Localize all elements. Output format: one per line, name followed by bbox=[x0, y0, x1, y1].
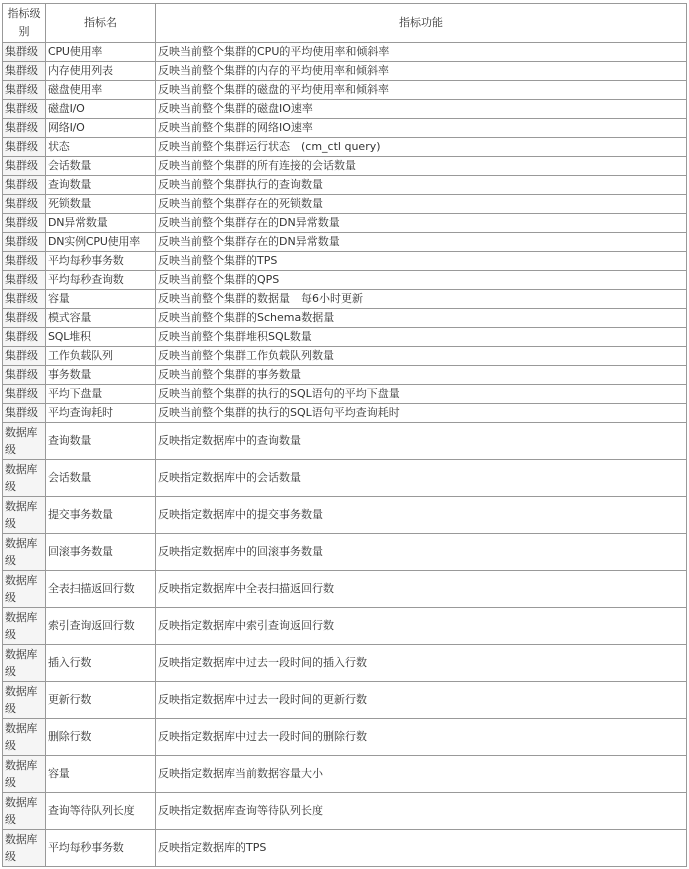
cell-metric-function: 反映当前整个集群的所有连接的会话数量 bbox=[156, 157, 687, 176]
cell-level: 数据库级 bbox=[3, 682, 46, 719]
cell-metric-name: 平均下盘量 bbox=[46, 385, 156, 404]
cell-metric-name: 会话数量 bbox=[46, 157, 156, 176]
cell-metric-name: 插入行数 bbox=[46, 645, 156, 682]
cell-metric-name: 删除行数 bbox=[46, 719, 156, 756]
table-row bbox=[3, 43, 687, 62]
cell-metric-function: 反映当前整个集群的数据量 每6小时更新 bbox=[156, 290, 687, 309]
header-name: 指标名 bbox=[46, 4, 156, 43]
cell-metric-function: 反映当前整个集群的QPS bbox=[156, 271, 687, 290]
cell-level: 数据库级 bbox=[3, 423, 46, 460]
table-row bbox=[3, 271, 687, 290]
cell-metric-name: DN异常数量 bbox=[46, 214, 156, 233]
cell-metric-name: 状态 bbox=[46, 138, 156, 157]
cell-metric-name: 容量 bbox=[46, 756, 156, 793]
cell-metric-function: 反映指定数据库中索引查询返回行数 bbox=[156, 608, 687, 645]
cell-level: 数据库级 bbox=[3, 645, 46, 682]
table-row bbox=[3, 534, 687, 571]
cell-level: 数据库级 bbox=[3, 460, 46, 497]
cell-metric-function: 反映当前整个集群的磁盘的平均使用率和倾斜率 bbox=[156, 81, 687, 100]
table-row bbox=[3, 497, 687, 534]
table-row bbox=[3, 138, 687, 157]
cell-level: 集群级 bbox=[3, 309, 46, 328]
cell-metric-name: 平均每秒事务数 bbox=[46, 830, 156, 867]
cell-level: 数据库级 bbox=[3, 608, 46, 645]
table-row bbox=[3, 176, 687, 195]
cell-level: 集群级 bbox=[3, 62, 46, 81]
cell-level: 集群级 bbox=[3, 138, 46, 157]
table-row bbox=[3, 423, 687, 460]
cell-level: 集群级 bbox=[3, 252, 46, 271]
table-row bbox=[3, 157, 687, 176]
table-row bbox=[3, 252, 687, 271]
cell-metric-function: 反映指定数据库中过去一段时间的删除行数 bbox=[156, 719, 687, 756]
cell-metric-name: 更新行数 bbox=[46, 682, 156, 719]
cell-level: 数据库级 bbox=[3, 756, 46, 793]
cell-metric-function: 反映当前整个集群运行状态 (cm_ctl query) bbox=[156, 138, 687, 157]
table-row bbox=[3, 645, 687, 682]
cell-metric-function: 反映当前整个集群存在的DN异常数量 bbox=[156, 214, 687, 233]
cell-metric-function: 反映当前整个集群的事务数量 bbox=[156, 366, 687, 385]
cell-metric-name: 死锁数量 bbox=[46, 195, 156, 214]
table-row bbox=[3, 830, 687, 867]
table-header bbox=[3, 4, 687, 43]
cell-metric-function: 反映当前整个集群的网络IO速率 bbox=[156, 119, 687, 138]
cell-metric-function: 反映当前整个集群的内存的平均使用率和倾斜率 bbox=[156, 62, 687, 81]
cell-level: 数据库级 bbox=[3, 534, 46, 571]
table-row bbox=[3, 571, 687, 608]
table-row bbox=[3, 233, 687, 252]
cell-metric-function: 反映指定数据库中的提交事务数量 bbox=[156, 497, 687, 534]
table-row bbox=[3, 756, 687, 793]
cell-level: 集群级 bbox=[3, 271, 46, 290]
cell-metric-function: 反映指定数据库当前数据容量大小 bbox=[156, 756, 687, 793]
cell-metric-name: 平均查询耗时 bbox=[46, 404, 156, 423]
cell-metric-name: SQL堆积 bbox=[46, 328, 156, 347]
table-row bbox=[3, 119, 687, 138]
cell-level: 数据库级 bbox=[3, 793, 46, 830]
cell-metric-name: 提交事务数量 bbox=[46, 497, 156, 534]
cell-metric-function: 反映当前整个集群的Schema数据量 bbox=[156, 309, 687, 328]
cell-level: 集群级 bbox=[3, 119, 46, 138]
table-row bbox=[3, 460, 687, 497]
table-row bbox=[3, 309, 687, 328]
table-row bbox=[3, 719, 687, 756]
table-row bbox=[3, 100, 687, 119]
cell-metric-function: 反映当前整个集群执行的查询数量 bbox=[156, 176, 687, 195]
header-level: 指标级别 bbox=[3, 4, 46, 43]
cell-metric-function: 反映指定数据库中全表扫描返回行数 bbox=[156, 571, 687, 608]
table-row bbox=[3, 347, 687, 366]
cell-metric-name: DN实例CPU使用率 bbox=[46, 233, 156, 252]
cell-metric-name: 平均每秒事务数 bbox=[46, 252, 156, 271]
cell-level: 集群级 bbox=[3, 195, 46, 214]
cell-metric-name: 查询数量 bbox=[46, 423, 156, 460]
cell-level: 数据库级 bbox=[3, 719, 46, 756]
table-row bbox=[3, 385, 687, 404]
cell-metric-name: 内存使用列表 bbox=[46, 62, 156, 81]
table-row bbox=[3, 682, 687, 719]
cell-metric-name: 会话数量 bbox=[46, 460, 156, 497]
cell-level: 集群级 bbox=[3, 385, 46, 404]
cell-level: 集群级 bbox=[3, 100, 46, 119]
cell-metric-function: 反映指定数据库的TPS bbox=[156, 830, 687, 867]
cell-level: 数据库级 bbox=[3, 571, 46, 608]
cell-level: 集群级 bbox=[3, 176, 46, 195]
metrics-table bbox=[2, 3, 687, 867]
cell-metric-function: 反映当前整个集群的执行的SQL语句平均查询耗时 bbox=[156, 404, 687, 423]
cell-metric-function: 反映当前整个集群的执行的SQL语句的平均下盘量 bbox=[156, 385, 687, 404]
table-row bbox=[3, 62, 687, 81]
cell-metric-name: 事务数量 bbox=[46, 366, 156, 385]
cell-metric-name: 工作负载队列 bbox=[46, 347, 156, 366]
cell-metric-name: 容量 bbox=[46, 290, 156, 309]
cell-metric-name: 查询等待队列长度 bbox=[46, 793, 156, 830]
header-function: 指标功能 bbox=[156, 4, 687, 43]
cell-metric-function: 反映当前整个集群工作负载队列数量 bbox=[156, 347, 687, 366]
cell-metric-function: 反映指定数据库中的查询数量 bbox=[156, 423, 687, 460]
cell-metric-name: 磁盘I/O bbox=[46, 100, 156, 119]
cell-metric-function: 反映当前整个集群的磁盘IO速率 bbox=[156, 100, 687, 119]
cell-level: 集群级 bbox=[3, 366, 46, 385]
cell-metric-function: 反映指定数据库查询等待队列长度 bbox=[156, 793, 687, 830]
cell-level: 数据库级 bbox=[3, 830, 46, 867]
table-row bbox=[3, 366, 687, 385]
cell-metric-function: 反映当前整个集群存在的DN异常数量 bbox=[156, 233, 687, 252]
cell-level: 集群级 bbox=[3, 43, 46, 62]
cell-level: 集群级 bbox=[3, 81, 46, 100]
cell-metric-name: 磁盘使用率 bbox=[46, 81, 156, 100]
table-row bbox=[3, 195, 687, 214]
table-row bbox=[3, 328, 687, 347]
cell-level: 集群级 bbox=[3, 290, 46, 309]
cell-metric-name: 网络I/O bbox=[46, 119, 156, 138]
cell-metric-name: 全表扫描返回行数 bbox=[46, 571, 156, 608]
table-row bbox=[3, 290, 687, 309]
cell-metric-function: 反映指定数据库中的会话数量 bbox=[156, 460, 687, 497]
cell-level: 数据库级 bbox=[3, 497, 46, 534]
cell-metric-name: 回滚事务数量 bbox=[46, 534, 156, 571]
cell-metric-function: 反映指定数据库中过去一段时间的插入行数 bbox=[156, 645, 687, 682]
cell-level: 集群级 bbox=[3, 233, 46, 252]
cell-metric-name: 平均每秒查询数 bbox=[46, 271, 156, 290]
cell-metric-name: CPU使用率 bbox=[46, 43, 156, 62]
cell-level: 集群级 bbox=[3, 404, 46, 423]
cell-metric-name: 索引查询返回行数 bbox=[46, 608, 156, 645]
header-row bbox=[3, 4, 687, 43]
table-row bbox=[3, 608, 687, 645]
cell-metric-name: 查询数量 bbox=[46, 176, 156, 195]
cell-level: 集群级 bbox=[3, 347, 46, 366]
cell-metric-function: 反映指定数据库中过去一段时间的更新行数 bbox=[156, 682, 687, 719]
cell-metric-name: 模式容量 bbox=[46, 309, 156, 328]
table-row bbox=[3, 404, 687, 423]
cell-metric-function: 反映当前整个集群存在的死锁数量 bbox=[156, 195, 687, 214]
cell-metric-function: 反映当前整个集群的CPU的平均使用率和倾斜率 bbox=[156, 43, 687, 62]
cell-level: 集群级 bbox=[3, 328, 46, 347]
cell-metric-function: 反映当前整个集群的TPS bbox=[156, 252, 687, 271]
table-row bbox=[3, 81, 687, 100]
table-row bbox=[3, 793, 687, 830]
cell-level: 集群级 bbox=[3, 157, 46, 176]
table-row bbox=[3, 214, 687, 233]
cell-metric-function: 反映当前整个集群堆积SQL数量 bbox=[156, 328, 687, 347]
cell-level: 集群级 bbox=[3, 214, 46, 233]
cell-metric-function: 反映指定数据库中的回滚事务数量 bbox=[156, 534, 687, 571]
table-body bbox=[3, 43, 687, 867]
